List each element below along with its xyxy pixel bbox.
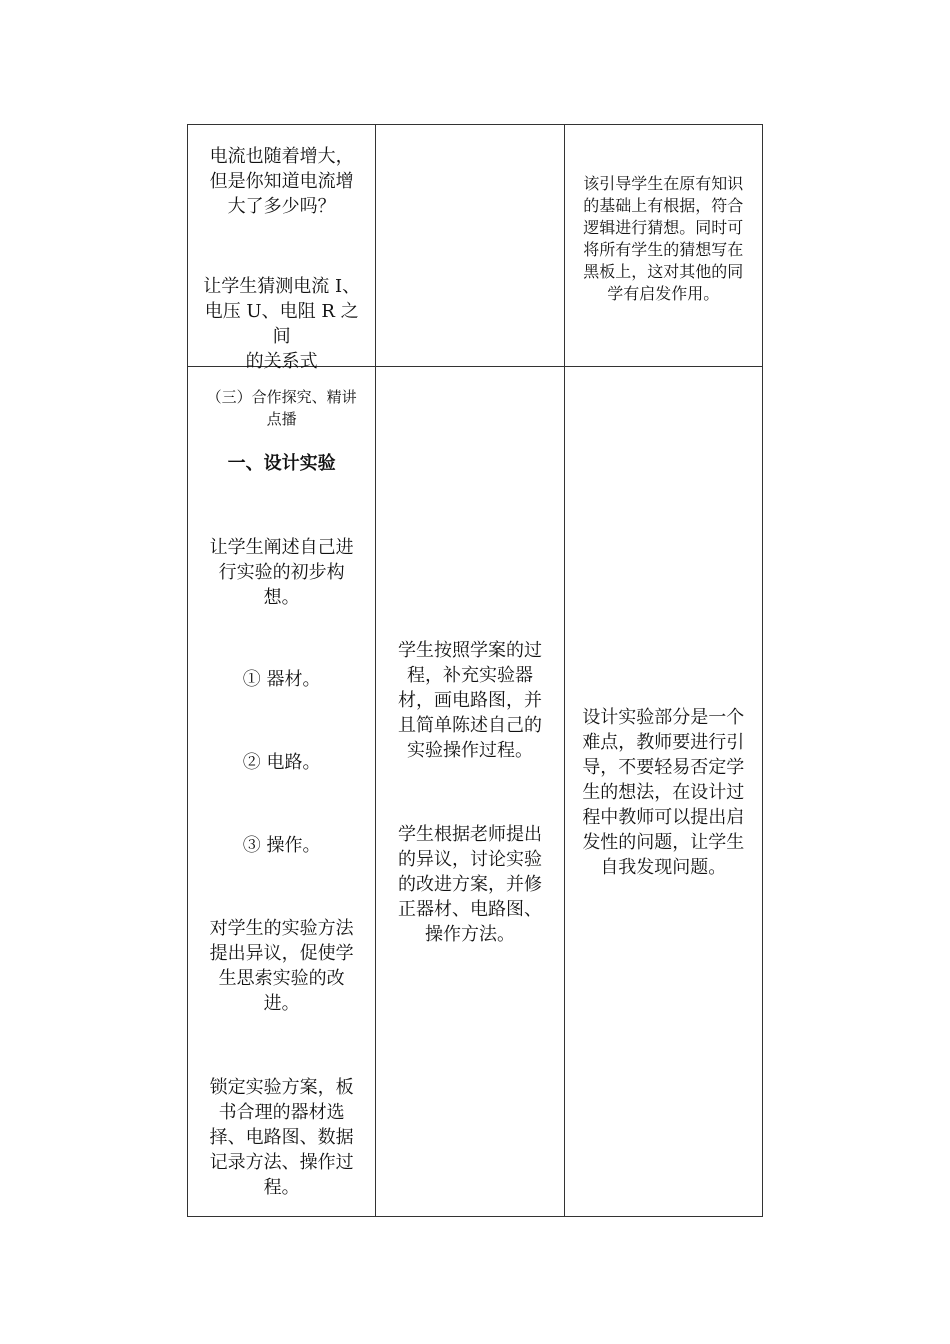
student-activity-cell <box>376 125 564 367</box>
lesson-plan-table <box>187 124 763 1217</box>
guess-text: 让学生猜测电流 I、 电压 U、电阻 R 之间 的关系式 <box>203 276 361 372</box>
circuit-item: ② 电路。 <box>242 752 321 774</box>
table-row <box>188 367 763 1217</box>
design-intent-note: 该引导学生在原有知识 的基础上有根据，符合 逻辑进行猜想。同时可 将所有学生的猜想写在 黑板上，这对其他的同 学有启发作用。 <box>583 174 744 303</box>
design-intent-cell <box>564 125 762 367</box>
student-activity-cell <box>376 367 564 1217</box>
student-activity-1: 学生按照学案的过 程，补充实验器 材，画电路图，并 且简单陈述自己的 实验操作过程。 <box>397 640 542 762</box>
table-row <box>188 125 763 367</box>
design-intent-note: 设计实验部分是一个 难点，教师要进行引 导，不要轻易否定学 生的想法，在设计过 程中教师可以提出启 发性的问题，让学生 自我发现问题。 <box>582 707 745 879</box>
question-text: 对学生的实验方法 提出异议，促使学 生思索实验的改 进。 <box>209 918 354 1015</box>
section-heading: 一、设计实验 <box>227 453 336 475</box>
teacher-activity-cell <box>188 367 376 1217</box>
describe-text: 让学生阐述自己进 行实验的初步构 想。 <box>209 537 354 609</box>
intro-text: 电流也随着增大， 但是你知道电流增 大了多少吗？ <box>209 146 354 217</box>
design-intent-cell <box>564 367 762 1217</box>
equipment-item: ① 器材。 <box>242 669 321 691</box>
section-title: （三）合作探究、精讲 点播 <box>206 388 357 429</box>
operation-item: ③ 操作。 <box>242 835 321 857</box>
teacher-activity-cell <box>188 125 376 372</box>
finalize-text: 锁定实验方案，板 书合理的器材选 择、电路图、数据 记录方法、操作过 程。 <box>209 1077 354 1199</box>
student-activity-2: 学生根据老师提出 的异议，讨论实验 的改进方案，并修 正器材、电路图、 操作方法。 <box>397 824 542 946</box>
